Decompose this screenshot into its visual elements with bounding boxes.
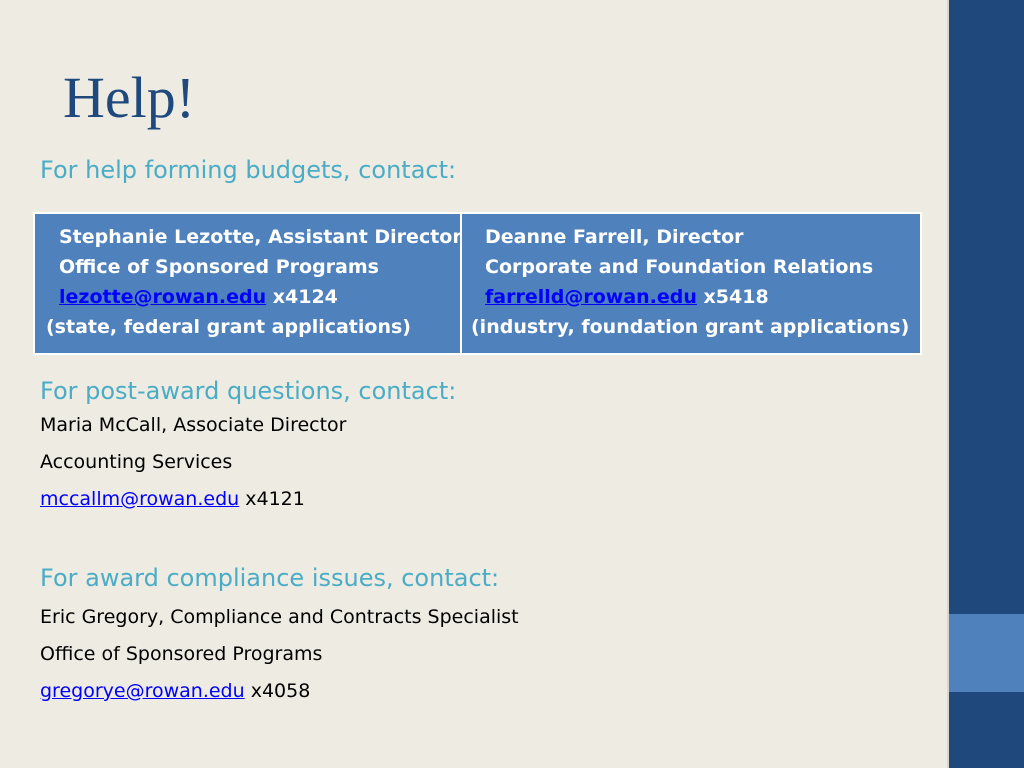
contact-name: Stephanie Lezotte, Assistant Director [59,226,462,248]
budget-contacts-table [33,212,922,355]
contact-department: Office of Sponsored Programs [59,256,379,278]
contact-scope: (state, federal grant applications) [46,316,411,338]
contact-email-row [59,282,338,312]
compliance-email-row [40,678,310,704]
contact-name: Deanne Farrell, Director [485,226,744,248]
slide-title: Help! [63,65,196,130]
compliance-department: Office of Sponsored Programs [40,643,323,665]
compliance-heading: For award compliance issues, contact: [40,564,500,592]
contact-cell-farrell [462,214,920,353]
contact-department: Corporate and Foundation Relations [485,256,874,278]
post-award-extension: x4121 [245,488,305,510]
sidebar-accent-block [949,614,1024,692]
contact-email-row [485,282,769,312]
email-link[interactable]: gregorye@rowan.edu [40,680,245,702]
post-award-department: Accounting Services [40,451,233,473]
post-award-heading: For post-award questions, contact: [40,377,457,405]
email-link[interactable]: lezotte@rowan.edu [59,286,267,308]
contact-scope: (industry, foundation grant applications) [471,316,910,338]
contact-cell-lezotte [35,214,462,353]
email-link[interactable]: farrelld@rowan.edu [485,286,697,308]
contact-extension: x4124 [272,286,338,308]
email-link[interactable]: mccallm@rowan.edu [40,488,240,510]
slide-sidebar [947,0,1024,768]
post-award-name: Maria McCall, Associate Director [40,414,347,436]
budgets-heading: For help forming budgets, contact: [40,156,457,184]
contact-extension: x5418 [703,286,769,308]
compliance-name: Eric Gregory, Compliance and Contracts Specialist [40,606,519,628]
compliance-extension: x4058 [250,680,311,702]
post-award-email-row [40,486,305,512]
